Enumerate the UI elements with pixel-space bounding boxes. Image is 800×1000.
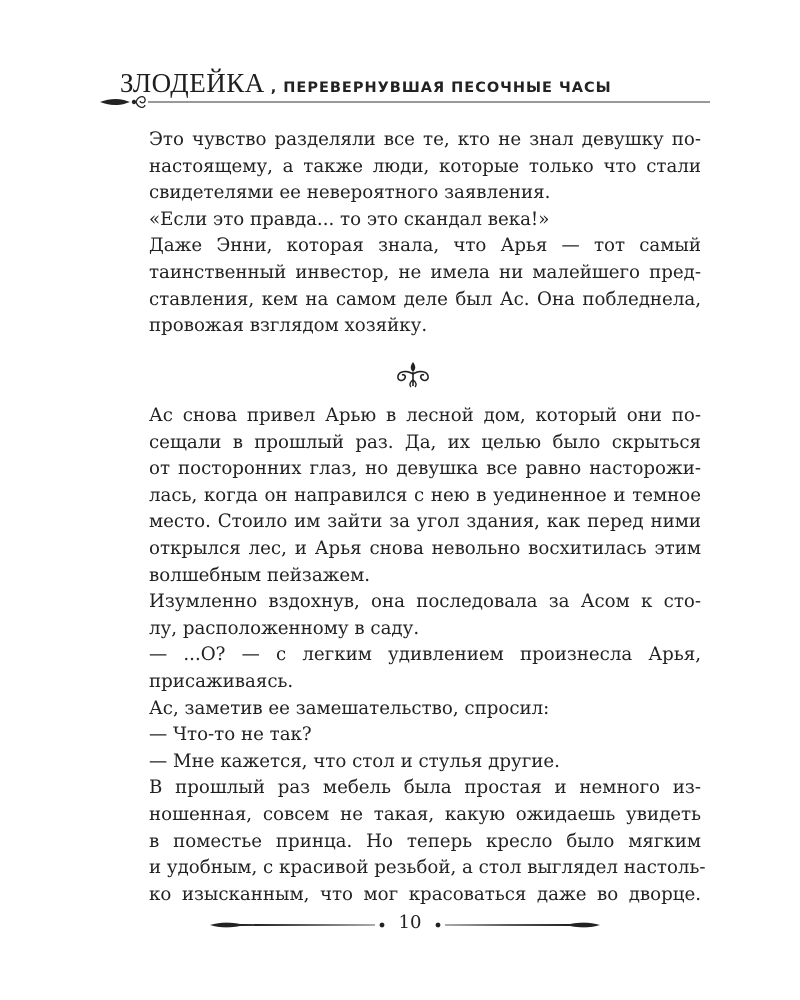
page-footer xyxy=(210,910,600,940)
text-line: ношенная, совсем не такая, какую ожидаешь увидеть xyxy=(149,803,701,825)
text-line: присаживаясь. xyxy=(149,670,294,692)
section-two-text xyxy=(149,403,706,908)
text-line: волшебным пейзажем. xyxy=(149,564,371,586)
text-line: в поместье принца. Но теперь кресло было мягким xyxy=(149,830,701,852)
text-line: провожая взглядом хозяйку. xyxy=(149,315,428,337)
text-line: В прошлый раз мебель была простая и немного из- xyxy=(149,777,701,799)
text-line: таинственный инвестор, не имела ни малейшего пред- xyxy=(149,261,701,283)
page-number: 10 xyxy=(398,912,422,933)
running-header xyxy=(100,62,710,112)
text-line: «Если это правда... то это скандал века!» xyxy=(149,208,550,230)
text-line: место. Стоило им зайти за угол здания, как перед ними xyxy=(149,511,701,533)
text-line: лу, расположенному в саду. xyxy=(149,617,420,639)
text-line: Изумленно вздохнув, она последовала за Асом к сто- xyxy=(149,591,701,613)
text-line: — Что-то не так? xyxy=(149,724,312,746)
fleuron-icon xyxy=(393,360,433,388)
text-line: ко изысканным, что мог красоваться даже во дворце. xyxy=(149,883,701,905)
text-line: ставления, кем на самом деле был Ас. Она побледнела, xyxy=(149,288,701,310)
text-line: лась, когда он направился с нею в уединенное и темное xyxy=(149,484,701,506)
text-line: — Мне кажется, что стол и стулья другие. xyxy=(149,750,560,772)
text-line: свидетелями ее невероятного заявления. xyxy=(149,182,551,204)
text-line: Ас снова привел Арью в лесной дом, который они по- xyxy=(149,405,701,426)
text-line: — ...О? — с легким удивлением произнесла Арья, xyxy=(149,644,701,666)
text-line: Это чувство разделяли все те, кто не знал девушку по- xyxy=(149,129,701,150)
book-brand-title: ЗЛОДЕЙКА xyxy=(120,68,265,98)
text-line: настоящему, а также люди, которые только что стали xyxy=(149,155,701,177)
text-line: и удобным, с красивой резьбой, а стол выглядел настоль- xyxy=(149,857,706,879)
header-title xyxy=(120,68,612,99)
text-line: от посторонних глаз, но девушка все равно насторожи- xyxy=(149,458,701,480)
text-line: открылся лес, и Арья снова невольно восхитилась этим xyxy=(149,537,701,559)
text-line: Даже Энни, которая знала, что Арья — тот самый xyxy=(149,235,701,257)
text-line: Ас, заметив ее замешательство, спросил: xyxy=(149,697,550,719)
book-subtitle: , ПЕРЕВЕРНУВШАЯ ПЕСОЧНЫЕ ЧАСЫ xyxy=(270,80,612,96)
text-line: сещали в прошлый раз. Да, их целью было скрыться xyxy=(149,431,701,453)
section-one-text xyxy=(149,127,701,340)
